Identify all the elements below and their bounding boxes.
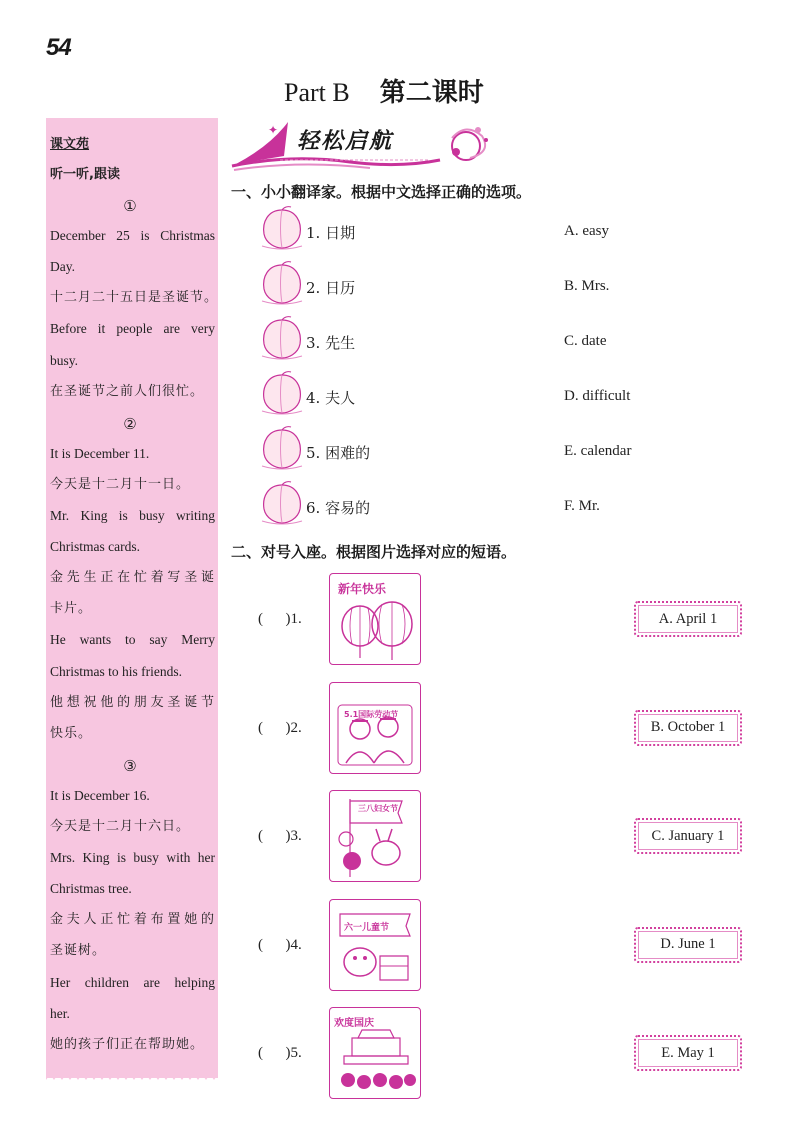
picture-caption: 新年快乐 [338, 582, 387, 596]
holiday-picture [329, 682, 421, 774]
option-text: B. Mrs. [564, 278, 610, 294]
holiday-picture [329, 899, 421, 991]
sidebar-line: 他想祝他的朋友圣诞节 [50, 694, 215, 710]
page-title [284, 72, 484, 109]
question-text: 3. 先生 [306, 334, 356, 352]
sidebar-line: He wants to say Merry [50, 632, 215, 648]
answer-blank[interactable]: ( )1. [258, 611, 302, 627]
sidebar-line: Day. [50, 259, 75, 275]
sidebar-line: December 25 is Christmas [50, 228, 215, 244]
page-number: 54 [46, 34, 71, 61]
question-text: 6. 容易的 [306, 499, 371, 517]
picture-caption: 5.1国际劳动节 [344, 709, 399, 719]
sidebar-line: It is December 16. [50, 787, 150, 803]
option-text: C. date [564, 333, 607, 349]
sidebar-line: 十二月二十五日是圣诞节。 [50, 290, 219, 306]
sidebar-line: Christmas tree. [50, 881, 132, 897]
sidebar-line: Her children are helping [50, 974, 215, 990]
answer-blank[interactable]: ( )5. [258, 1045, 302, 1061]
sidebar-line: 金夫人正忙着布置她的 [50, 912, 215, 928]
sidebar-line: 她的孩子们正在帮助她。 [50, 1036, 205, 1052]
sidebar-line: Mr. King is busy writing [50, 508, 215, 523]
sidebar-line: 在圣诞节之前人们很忙。 [50, 383, 205, 399]
svg-text:✦: ✦ [276, 134, 285, 145]
answer-blank[interactable]: ( )2. [258, 719, 302, 736]
sidebar-zigzag-edge [46, 1070, 218, 1084]
sidebar-line: Before it people are very [50, 321, 215, 337]
sidebar-section-number: ① [123, 197, 137, 215]
sidebar-line: 今天是十二月十六日。 [50, 819, 191, 834]
sidebar-section-number: ② [123, 414, 137, 433]
answer-peach-icon[interactable] [258, 426, 306, 470]
sidebar-line: her. [50, 1005, 70, 1021]
date-option-box: E. May 1 [634, 1035, 742, 1071]
sidebar-line: 快乐。 [50, 725, 93, 741]
question-text: 4. 夫人 [306, 389, 356, 407]
sidebar-line: busy. [50, 352, 79, 368]
option-text: A. easy [564, 223, 609, 239]
sidebar-line: Christmas cards. [50, 539, 140, 555]
question-text: 5. 困难的 [306, 444, 371, 462]
sidebar-line: 圣诞树。 [50, 943, 107, 959]
sidebar-section-number: ③ [123, 756, 137, 775]
question-text: 2. 日历 [306, 279, 356, 297]
picture-caption: 三八妇女节 [358, 804, 398, 813]
picture-caption: 六一儿童节 [344, 922, 390, 933]
sidebar-line: Christmas to his friends. [50, 663, 182, 679]
sidebar-line: 今天是十二月十一日。 [50, 476, 191, 492]
answer-blank[interactable]: ( )3. [258, 828, 302, 844]
picture-caption: 欢度国庆 [334, 1018, 374, 1029]
answer-blank[interactable]: ( )4. [258, 936, 302, 953]
sidebar-line: 卡片。 [50, 601, 93, 617]
sidebar-line: It is December 11. [50, 445, 150, 461]
sidebar-instruction: 听一听,跟读 [50, 167, 120, 182]
option-text: D. difficult [564, 388, 631, 404]
holiday-picture [329, 1007, 421, 1099]
sidebar-line: 金先生正在忙着写圣诞 [50, 570, 215, 586]
date-option-box: B. October 1 [634, 710, 742, 746]
page-title-en: Part B [284, 78, 350, 107]
answer-peach-icon[interactable] [258, 371, 306, 415]
sidebar-section-title: 课文苑 [50, 137, 90, 152]
date-option-box: C. January 1 [634, 818, 742, 854]
page-title-cn: 第二课时 [379, 78, 484, 108]
option-text: F. Mr. [564, 498, 600, 514]
question-text: 1. 日期 [306, 224, 356, 242]
banner-title: 轻松启航 [297, 128, 394, 154]
svg-text:✦: ✦ [268, 123, 279, 137]
answer-peach-icon[interactable] [258, 206, 306, 250]
part2-heading: 二、对号入座。根据图片选择对应的短语。 [231, 543, 517, 561]
part1-heading: 一、小小翻译家。根据中文选择正确的选项。 [231, 183, 532, 201]
date-option-box: D. June 1 [634, 927, 742, 963]
answer-peach-icon[interactable] [258, 261, 306, 305]
holiday-picture [329, 573, 421, 665]
answer-peach-icon[interactable] [258, 316, 306, 360]
holiday-picture [329, 790, 421, 882]
answer-peach-icon[interactable] [258, 481, 306, 525]
date-option-box: A. April 1 [634, 601, 742, 637]
option-text: E. calendar [564, 443, 632, 459]
sidebar-line: Mrs. King is busy with her [50, 850, 215, 866]
